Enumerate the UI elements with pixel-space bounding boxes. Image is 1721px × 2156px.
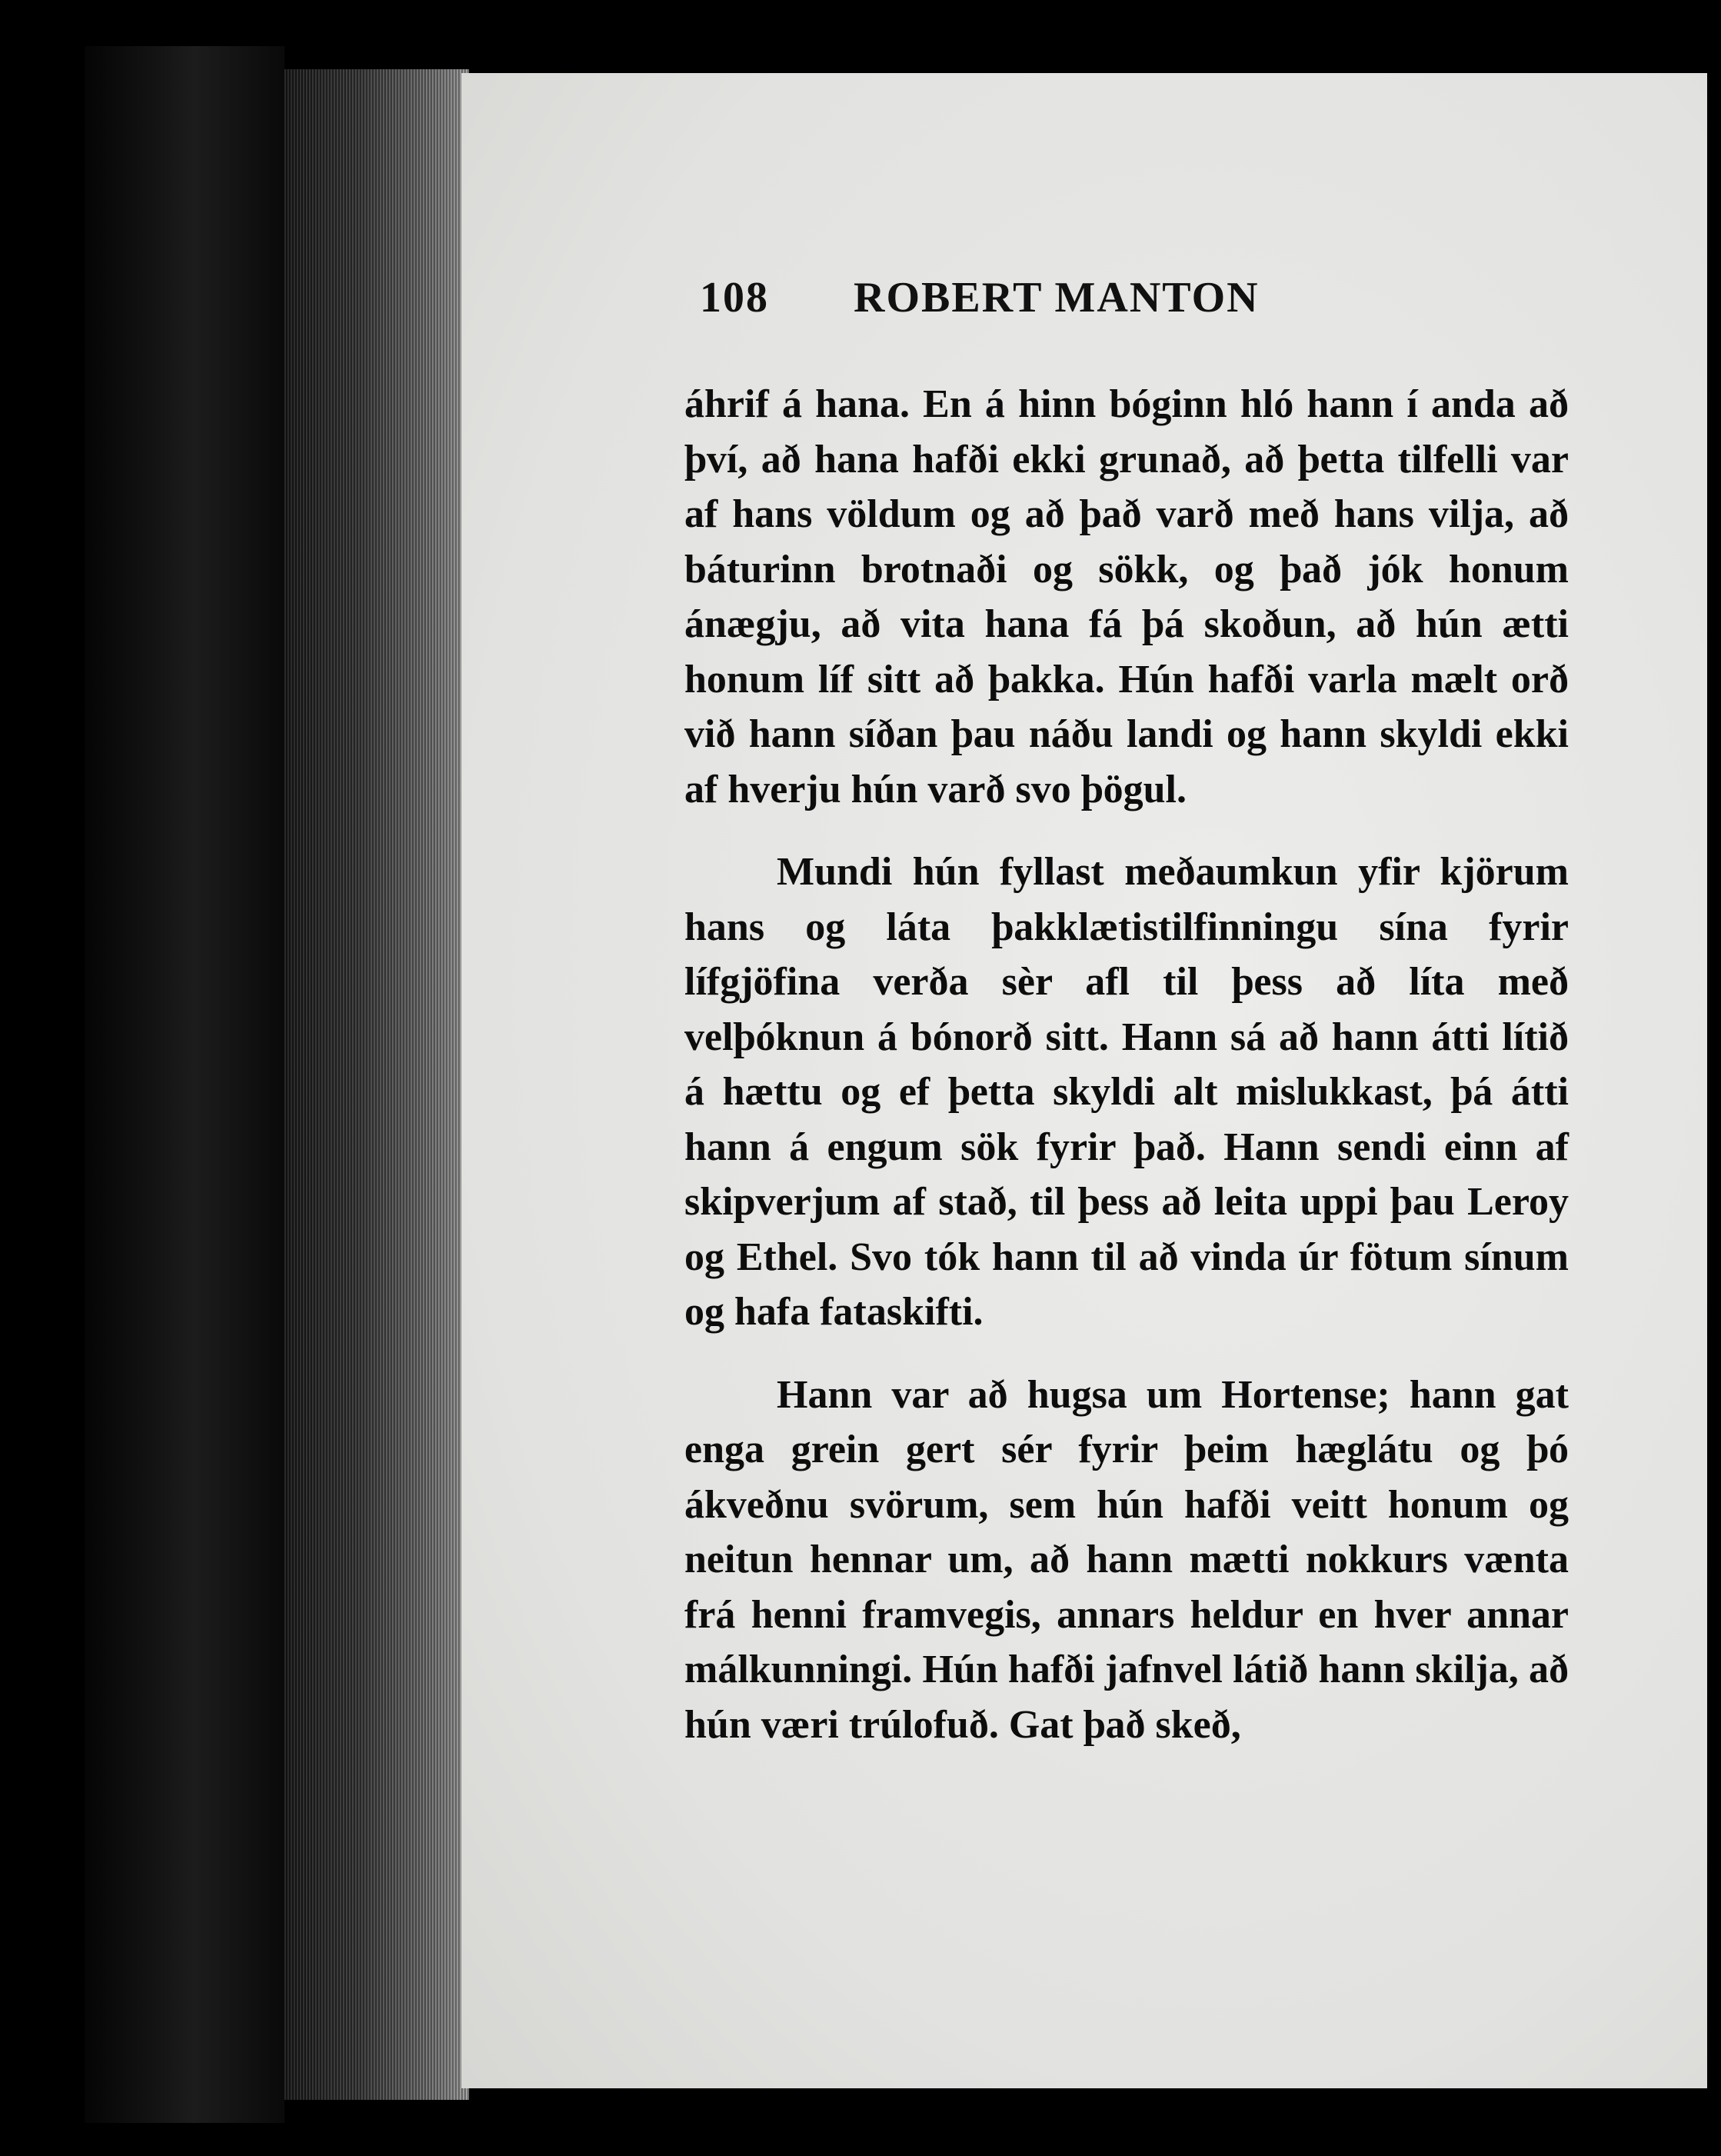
paragraph-3: Hann var að hugsa um Hortense; hann gat enga grein gert sér fyrir þeim hæglátu og þó ákveðnu svörum, sem hún hafði veitt honum og neitun hennar um, að hann mætti nokkurs vænta frá henni framvegis, annars heldur en hver annar málkunningi. Hún hafði jafnvel látið hann skilja, að hún væri trúlofuð. Gat það skeð,	[684, 1372, 1569, 1747]
page-number: 108	[700, 274, 769, 322]
running-title: ROBERT MANTON	[854, 274, 1260, 322]
paragraph-2: Mundi hún fyllast meðaumkun yfir kjörum hans og láta þakklætistilfinningu sína fyrir lífgjöfina verða sèr afl til þess að líta með velþóknun á bónorð sitt. Hann sá að hann átti lítið á hættu og ef þetta skyldi alt mislukkast, þá átti hann á engum sök fyrir það. Hann sendi einn af skipverjum af stað, til þess að leita uppi þau Leroy og Ethel. Svo tók hann til að vinda úr fötum sínum og hafa fataskifti.	[684, 850, 1569, 1334]
running-head	[700, 273, 1546, 322]
body-text	[684, 377, 1569, 1780]
book-page	[461, 73, 1707, 2088]
page-edges	[285, 69, 469, 2100]
paragraph-1: áhrif á hana. En á hinn bóginn hló hann í anda að því, að hana hafði ekki grunað, að þetta tilfelli var af hans völdum og að það varð með hans vilja, að báturinn brotnaði og sökk, og það jók honum ánægju, að vita hana fá þá skoðun, að hún ætti honum líf sitt að þakka. Hún hafði varla mælt orð við hann síðan þau náðu landi og hann skyldi ekki af hverju hún varð svo þögul.	[684, 382, 1569, 811]
book-spine	[85, 46, 285, 2123]
